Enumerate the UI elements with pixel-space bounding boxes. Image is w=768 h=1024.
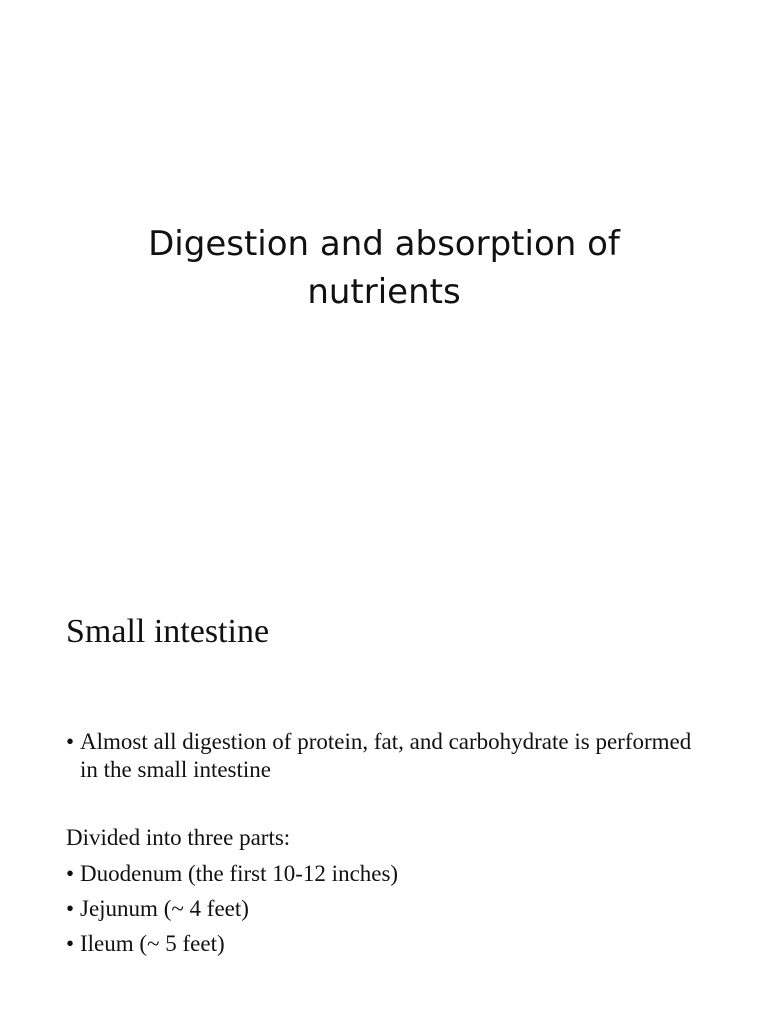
slide-1-title <box>0 220 768 316</box>
lead-bullet-block <box>66 728 706 784</box>
parts-list <box>66 860 706 965</box>
slide-1-title-line-1: Digestion and absorption of <box>148 224 620 264</box>
divided-label-block <box>66 824 706 852</box>
part-item-ileum: • Ileum (~ 5 feet) <box>66 930 706 958</box>
part-item-jejunum: • Jejunum (~ 4 feet) <box>66 895 706 923</box>
part-item-duodenum: • Duodenum (the first 10-12 inches) <box>66 860 706 888</box>
slide-1-title-line-2: nutrients <box>307 272 461 312</box>
lead-bullet: • Almost all digestion of protein, fat, and carbohydrate is performed in the small intestine <box>66 728 706 784</box>
slide-2-heading: Small intestine <box>66 613 270 650</box>
slide-small-intestine <box>0 512 768 1024</box>
divided-label: Divided into three parts: <box>66 825 291 850</box>
